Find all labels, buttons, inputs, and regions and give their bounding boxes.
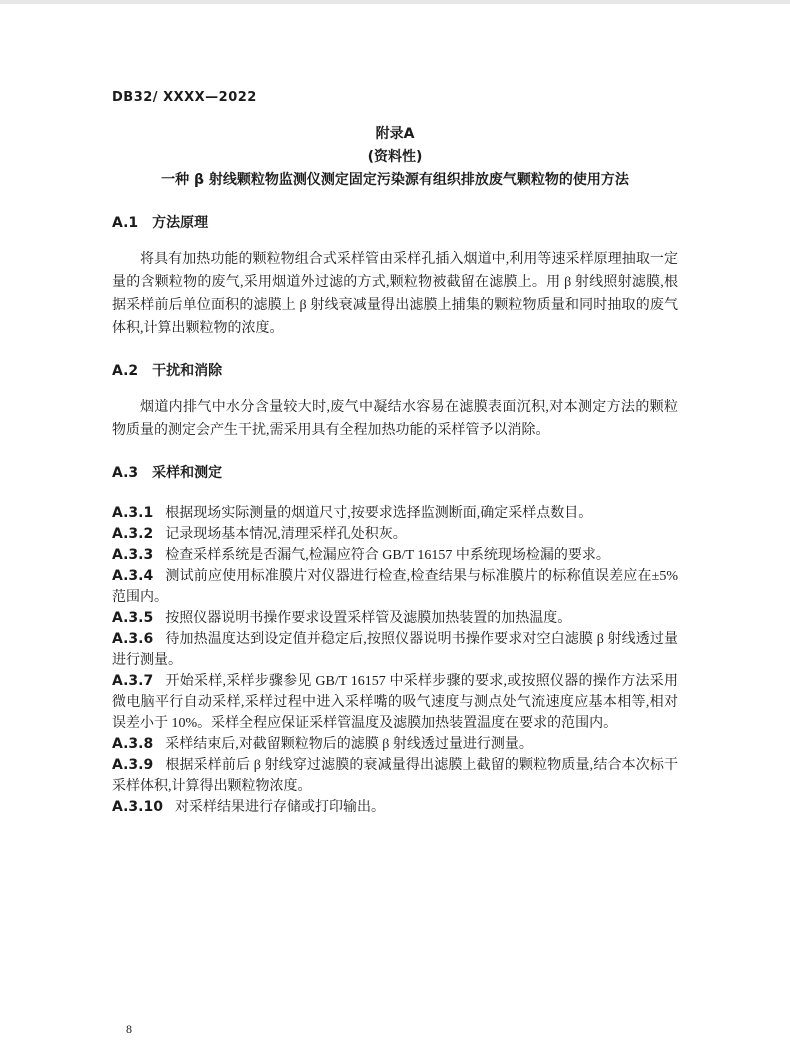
clause-text: 开始采样,采样步骤参见 GB/T 16157 中采样步骤的要求,或按照仪器的操作方法采用微电脑平行自动采样,采样过程中进入采样嘴的吸气速度与测点处气流速度应基本相等,相对误差小于 10%。采样全程应保证采样管温度及滤膜加热装置温度在要求的范围内。 <box>112 674 678 731</box>
clause-text: 测试前应使用标准膜片对仪器进行检查,检查结果与标准膜片的标称值误差应在±5%范围内。 <box>112 569 678 605</box>
clause-number: A.3.4 <box>112 568 154 584</box>
clause-number: A.3.7 <box>112 673 154 689</box>
section-a2 <box>112 361 678 442</box>
section-a2-heading <box>112 361 678 381</box>
clause-list <box>112 503 678 818</box>
clause-text: 对采样结果进行存储或打印输出。 <box>174 800 385 815</box>
section-a1-title: 方法原理 <box>152 215 209 231</box>
clause-number: A.3.5 <box>112 610 154 626</box>
clause-item-a3-6 <box>112 629 678 671</box>
clause-number: A.3.2 <box>112 526 154 542</box>
clause-item-a3-7 <box>112 671 678 734</box>
appendix-header <box>112 123 678 192</box>
section-a2-number: A.2 <box>112 363 139 379</box>
clause-item-a3-1 <box>112 503 678 524</box>
clause-number: A.3.1 <box>112 505 154 521</box>
clause-text: 根据现场实际测量的烟道尺寸,按要求选择监测断面,确定采样点数目。 <box>165 506 593 521</box>
clause-number: A.3.3 <box>112 547 154 563</box>
document-code: DB32/ XXXX—2022 <box>112 90 257 105</box>
clause-item-a3-3 <box>112 545 678 566</box>
clause-item-a3-2 <box>112 524 678 545</box>
section-a3-title: 采样和测定 <box>152 465 223 481</box>
clause-text: 检查采样系统是否漏气,检漏应符合 GB/T 16157 中系统现场检漏的要求。 <box>165 548 610 563</box>
section-a1-heading <box>112 213 678 233</box>
appendix-classification: (资料性) <box>367 149 423 165</box>
clause-text: 采样结束后,对截留颗粒物后的滤膜 β 射线透过量进行测量。 <box>165 737 533 752</box>
section-a1 <box>112 213 678 340</box>
clause-item-a3-10 <box>112 797 678 818</box>
section-a3 <box>112 463 678 818</box>
section-a3-number: A.3 <box>112 465 139 481</box>
clause-number: A.3.10 <box>112 799 163 815</box>
clause-item-a3-9 <box>112 755 678 797</box>
section-a3-heading <box>112 463 678 483</box>
clause-text: 按照仪器说明书操作要求设置采样管及滤膜加热装置的加热温度。 <box>165 611 572 626</box>
section-a1-number: A.1 <box>112 215 139 231</box>
clause-text: 根据采样前后 β 射线穿过滤膜的衰减量得出滤膜上截留的颗粒物质量,结合本次标干采样体积,计算得出颗粒物浓度。 <box>112 758 678 794</box>
appendix-title: 一种 β 射线颗粒物监测仪测定固定污染源有组织排放废气颗粒物的使用方法 <box>161 172 629 188</box>
clause-text: 记录现场基本情况,清理采样孔处积灰。 <box>165 527 407 542</box>
document-content <box>112 0 678 818</box>
clause-number: A.3.6 <box>112 631 154 647</box>
clause-item-a3-4 <box>112 566 678 608</box>
clause-item-a3-8 <box>112 734 678 755</box>
clause-number: A.3.9 <box>112 757 154 773</box>
page-number: 8 <box>126 1022 132 1036</box>
section-a2-title: 干扰和消除 <box>152 363 223 379</box>
section-a2-paragraph: 烟道内排气中水分含量较大时,废气中凝结水容易在滤膜表面沉积,对本测定方法的颗粒物质量的测定会产生干扰,需采用具有全程加热功能的采样管予以消除。 <box>112 400 678 438</box>
clause-number: A.3.8 <box>112 736 154 752</box>
clause-item-a3-5 <box>112 608 678 629</box>
appendix-label: 附录A <box>375 126 415 142</box>
section-a1-paragraph: 将具有加热功能的颗粒物组合式采样管由采样孔插入烟道中,利用等速采样原理抽取一定量的含颗粒物的废气,采用烟道外过滤的方式,颗粒物被截留在滤膜上。用 β 射线照射滤膜,根据采样前后单位面积的滤膜上 β 射线衰减量得出滤膜上捕集的颗粒物质量和同时抽取的废气体积,计算出颗粒物的浓度。 <box>112 252 678 336</box>
clause-text: 待加热温度达到设定值并稳定后,按照仪器说明书操作要求对空白滤膜 β 射线透过量进行测量。 <box>112 632 678 668</box>
